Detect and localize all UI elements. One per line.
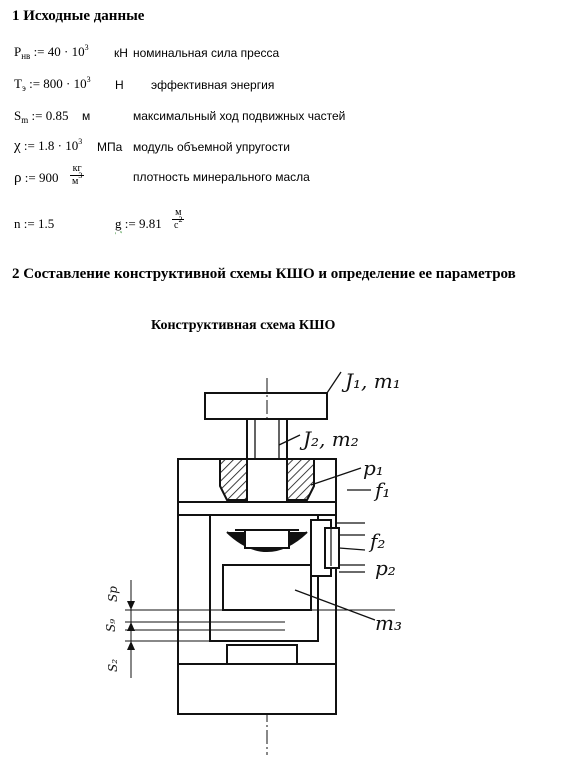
value: 1.5 <box>37 216 55 231</box>
unit: МПа <box>97 140 123 154</box>
unit-fraction: $\frac{кг}{м^3}$ <box>72 163 83 187</box>
assign-op: := <box>23 216 35 231</box>
param-desc: эффективная энергия <box>151 78 275 92</box>
param-desc: номинальная сила пресса <box>133 46 280 60</box>
figure-title: Конструктивная схема КШО <box>151 318 336 333</box>
symbol: ρ <box>14 170 22 186</box>
value: 9.81 <box>138 216 162 231</box>
seal-left <box>220 459 247 500</box>
param-row-force: $P_{нв}$ := $40 \cdot 10^3$ <box>14 43 89 61</box>
value: 900 <box>38 170 59 185</box>
assign-op: := <box>124 216 136 231</box>
param-row-density <box>14 170 58 187</box>
label-m3: m₃ <box>375 611 402 635</box>
param-row-modulus: χ := $1.8 \cdot 10^3$ <box>14 137 83 154</box>
param-desc: плотность минерального масла <box>133 170 310 184</box>
value: 0.85 <box>45 108 69 123</box>
kshO-construction-diagram <box>95 360 435 755</box>
unit: кН <box>114 46 128 60</box>
assign-op: := <box>29 76 41 91</box>
base <box>178 664 336 714</box>
top-plate <box>205 393 327 419</box>
label-sz: S₂ <box>106 658 120 672</box>
label-j2-m2: J₂, m₂ <box>303 427 359 451</box>
symbol: S <box>14 108 22 123</box>
param-desc: максимальный ход подвижных частей <box>133 109 346 123</box>
value: 800 · 10 <box>43 76 87 91</box>
assign-op: := <box>24 170 36 185</box>
label-f2: f₂ <box>370 529 386 553</box>
assign-op: := <box>33 44 45 59</box>
unit: м <box>82 109 91 123</box>
assign-op: := <box>23 138 35 153</box>
label-p2: p₂ <box>375 556 396 580</box>
param-desc: модуль объемной упругости <box>133 140 290 154</box>
unit: Н <box>115 78 124 92</box>
label-j1-m1: J₁, m₁ <box>345 369 401 393</box>
param-row-stroke: $S_m$ := 0.85 <box>14 108 69 125</box>
assign-op: := <box>31 108 43 123</box>
symbol: P <box>14 44 22 59</box>
symbol: χ <box>14 138 21 154</box>
symbol: n <box>14 216 21 231</box>
unit-fraction: $\frac{м}{с^2}$ <box>174 207 183 231</box>
symbol: T <box>14 76 22 91</box>
plunger <box>223 565 311 610</box>
value: 40 · 10 <box>47 44 85 59</box>
param-row-energy: $T_э$ := $800 \cdot 10^3$ <box>14 75 91 93</box>
label-sp: Sp <box>106 586 120 602</box>
label-p1: p₁ <box>363 456 384 480</box>
label-f1: f₁ <box>375 478 391 502</box>
param-row-g <box>115 216 162 232</box>
label-s9: S₉ <box>104 618 118 632</box>
symbol: g <box>115 216 122 231</box>
seal-right <box>287 459 314 500</box>
param-row-n <box>14 216 54 232</box>
section-1-title: 1 Исходные данные <box>12 8 145 24</box>
value: 1.8 · 10 <box>38 138 79 153</box>
section-2-title: 2 Составление конструктивной схемы КШО и определение ее параметров <box>12 266 516 282</box>
